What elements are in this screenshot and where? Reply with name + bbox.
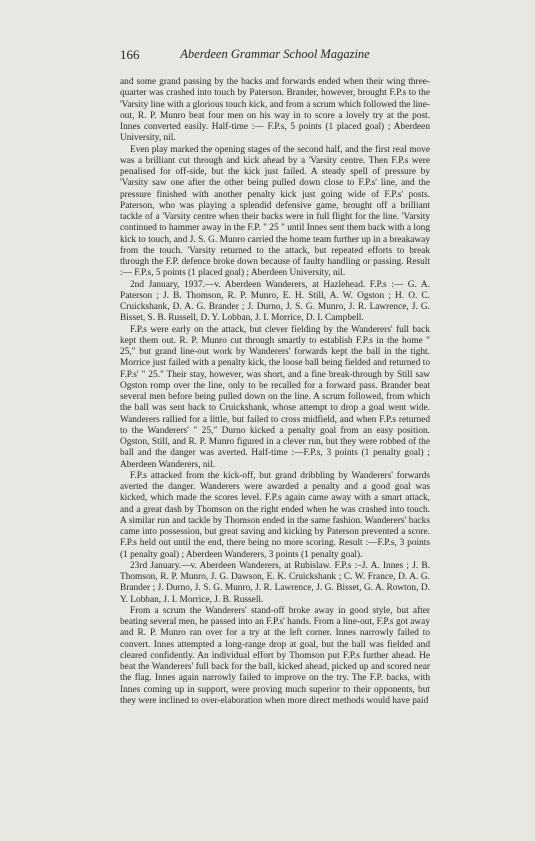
paragraph: Even play marked the opening stages of the second half, and the first real move was a brilliant cut through and kick ahead by a 'Varsity centre. Then F.P.s were penalised for off-side, but the kick just failed. A steady spell of pressure by 'Varsity saw one after the other being pulled down close to F.P.s' line, and the pressure finished with another penalty kick just going wide of F.P.s' posts. Paterson, who was playing a splendid defensive game, brought off a brilliant tackle of a 'Varsity centre when their backs were in full flight for the line. 'Varsity continued to hammer away in the F.P. " 25 " until Innes sent them back with a long kick to touch, and J. S. G. Munro carried the home team further up in a breakaway from the touch. 'Varsity returned to the attack, but repeated efforts to break through the F.P. defence broke down because of faulty handling or passing. Result :— F.P.s, 5 points (1 placed goal) ; Aberdeen University, nil. [120,144,430,279]
team-lineup-paragraph: 2nd January, 1937.—v. Aberdeen Wanderers, at Hazlehead. F.P.s :— G. A. Paterson ; J. B. Thomson, R. P. Munro, E. H. Still, A. W. Ogston ; H. O. C. Cruickshank, D. A. G. Brander ; J. Durno, J. S. G. Munro, J. R. Lawrence, J. G. Bisset, S. B. Russell, D. Y. Lobban, J. I. Morrice, D. I. Campbell. [120,279,430,324]
paragraph: From a scrum the Wanderers' stand-off broke away in good style, but after beating several men, he passed into an F.P.s' hands. From a line-out, F.P.s got away and R. P. Munro ran over for a try at the left corner. Innes narrowly failed to convert. Innes attempted a long-range drop at goal, but the ball was fielded and cleared confidently. An individual effort by Thomson put F.P.s further ahead. He beat the Wanderers' full back for the ball, kicked ahead, picked up and scored near the flag. Innes again narrowly failed to improve on the try. The F.P. backs, with Innes coming up in support, were proving much superior to their opponents, but they were inclined to over-elaboration when more direct methods would have paid [120,605,430,706]
team-lineup-paragraph: 23rd January.—v. Aberdeen Wanderers, at Rubislaw. F.P.s :–J. A. Innes ; J. B. Thomson, R. P. Munro, J. G. Dawson, E. K. Cruickshank ; C. W. France, D. A. G. Brander ; J. Durno, J. S. G. Munro, J. R. Lawrence, J. G. Bisset, G. A. Rowton, D. Y. Lobban, J. I. Morrice, J. B. Russell. [120,560,430,605]
page-number: 166 [120,47,140,62]
article-body [120,77,430,807]
running-title: Aberdeen Grammar School Magazine [180,47,370,61]
paragraph: and some grand passing by the backs and forwards ended when their wing three-quarter was crashed into touch by Paterson. Brander, however, brought F.P.s to the 'Varsity line with a glorious touch kick, and from a scrum which followed the line-out, R. P. Munro beat four men on his way in to score a lovely try at the post. Innes converted easily. Half-time :— F.P.s, 5 points (1 placed goal) ; Aberdeen University, nil. [120,77,430,144]
page-header [120,47,430,63]
paragraph: F.P.s attacked from the kick-off, but grand dribbling by Wanderers' forwards averted the danger. Wanderers were awarded a penalty and a good goal was kicked, which made the scores level. F.P.s again came away with a smart attack, and a great dash by Thomson on the right ended when he was crashed into touch. A similar run and tackle by Thomson ended in the same fashion. Wanderers' backs came into possession, but great saving and kicking by Paterson prevented a score. F.P.s held out until the end, there being no more scoring. Result :—F.P.s, 3 points (1 penalty goal) ; Aberdeen Wanderers, 3 points (1 penalty goal). [120,470,430,560]
paragraph: F.P.s were early on the attack, but clever fielding by the Wanderers' full back kept them out. R. P. Munro cut through smartly to establish F.P.s in the home " 25," but grand line-out work by Wanderers' forwards kept the ball in the tight. Morrice just failed with a penalty kick, the loose ball being fielded and returned to F.P.s' " 25." Their stay, however, was short, and a fine break-through by Still saw Ogston romp over the line, only to be recalled for a forward pass. Brander beat several men before being pulled down on the line. A scrum followed, from which the ball was sent back to Cruickshank, whose attempt to drop a goal went wide. Wanderers rallied for a little, but failed to cross midfield, and when F.P.s returned to the Wanderers' " 25," Durno kicked a penalty goal from an easy position. Ogston, Still, and R. P. Munro figured in a clever run, but they were robbed of the ball and the danger was averted. Half-time :—F.P.s, 3 points (1 penalty goal) ; Aberdeen Wanderers, nil. [120,324,430,470]
